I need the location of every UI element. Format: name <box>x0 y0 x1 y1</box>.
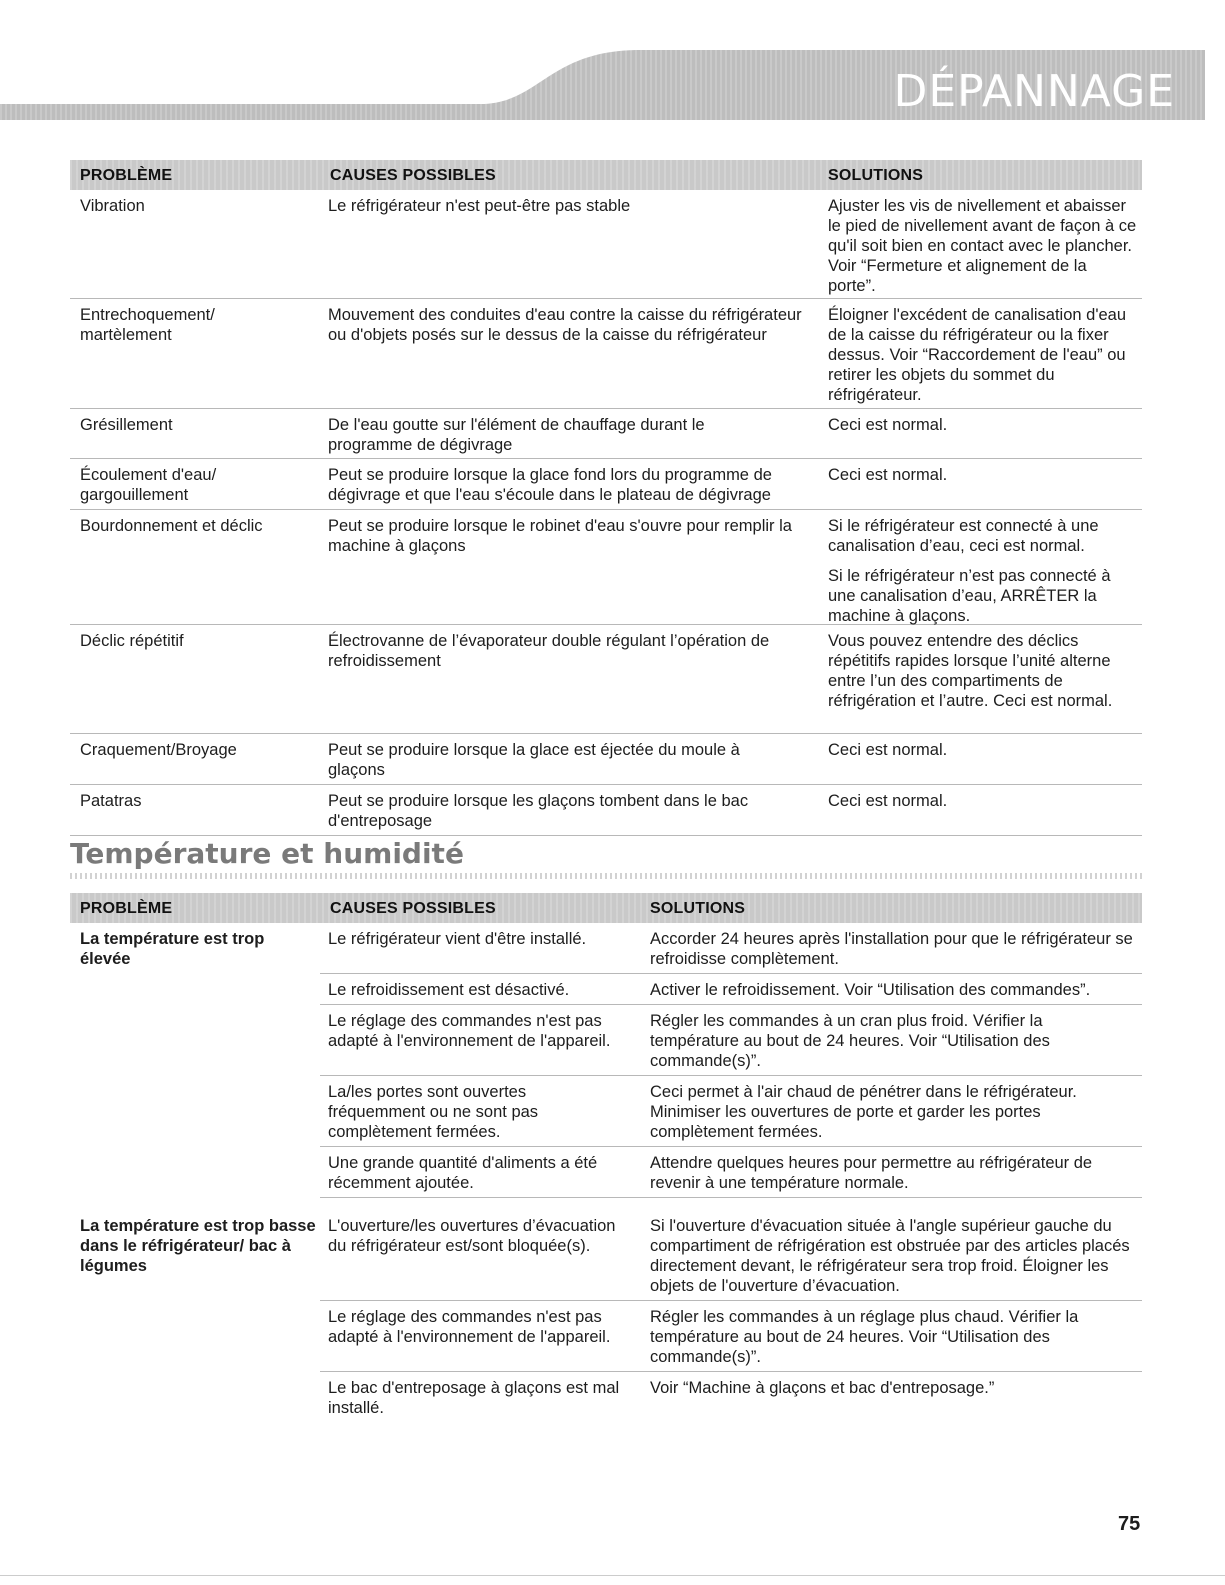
solution-cell: Ceci est normal. <box>828 466 948 484</box>
solution-cell: Attendre quelques heures pour permettre au réfrigérateur de revenir à une température normale. <box>650 1154 1093 1192</box>
list-item <box>320 1147 1142 1198</box>
problem-cell: Grésillement <box>80 416 173 434</box>
header-banner <box>0 50 1205 120</box>
table-row <box>70 625 1142 734</box>
cause-cell: L'ouverture/les ouvertures d’évacuation du réfrigérateur est/sont bloquée(s). <box>328 1217 616 1255</box>
header-probleme: PROBLÈME <box>80 900 173 917</box>
header-solutions: SOLUTIONS <box>828 167 924 184</box>
cause-cell: Électrovanne de l’évaporateur double régulant l’opération de refroidissement <box>328 632 770 670</box>
temperature-troubleshooting-table <box>70 893 1142 1440</box>
problem-cell: La température est trop élevée <box>80 930 265 968</box>
list-item <box>320 1210 1142 1301</box>
solution-cell: Ajuster les vis de nivellement et abaisser le pied de nivellement avant de façon à ce qu'il soit bien en contact avec le plancher. Voir “Fermeture et alignement de la porte”. <box>828 197 1137 295</box>
solution-cell: Ceci est normal. <box>828 741 948 759</box>
cause-cell: Le réfrigérateur vient d'être installé. <box>328 930 587 948</box>
page-number: 75 <box>1118 1513 1141 1535</box>
table-header <box>70 893 1142 923</box>
cause-cell: Peut se produire lorsque la glace fond lors du programme de dégivrage et que l'eau s'écoule dans le plateau de dégivrage <box>328 466 772 504</box>
cause-cell: Peut se produire lorsque le robinet d'eau s'ouvre pour remplir la machine à glaçons <box>328 517 792 555</box>
solution-cell: Si l'ouverture d'évacuation située à l'angle supérieur gauche du compartiment de réfrigération est obstruée par des articles placés directement devant, le réfrigérateur sera trop froid. Éloigner les objets de l'ouverture d’évacuation. <box>650 1217 1130 1295</box>
header-probleme: PROBLÈME <box>80 167 173 184</box>
solution-cell: Ceci permet à l'air chaud de pénétrer dans le réfrigérateur. Minimiser les ouvertures de porte et garder les portes complètement fermées. <box>650 1083 1077 1141</box>
problem-group <box>70 923 1142 1210</box>
solution-cell: Si le réfrigérateur est connecté à une canalisation d’eau, ceci est normal. Si le réfrigérateur n’est pas connecté à une canalisation d’eau, ARRÊTER la machine à glaçons. <box>828 517 1111 625</box>
solution-cell: Activer le refroidissement. Voir “Utilisation des commandes”. <box>650 981 1091 999</box>
cause-cell: Une grande quantité d'aliments a été récemment ajoutée. <box>328 1154 598 1192</box>
solution-cell: Régler les commandes à un cran plus froid. Vérifier la température au bout de 24 heures. Voir “Utilisation des commande(s)”. <box>650 1012 1050 1070</box>
page-bottom-rule <box>0 1575 1225 1576</box>
table-row <box>70 459 1142 510</box>
cause-solution-list <box>320 923 1142 1198</box>
cause-cell: La/les portes sont ouvertes fréquemment ou ne sont pas complètement fermées. <box>328 1083 539 1141</box>
cause-cell: Peut se produire lorsque la glace est éjectée du moule à glaçons <box>328 741 740 779</box>
problem-cell: La température est trop basse dans le réfrigérateur/ bac à légumes <box>80 1217 316 1275</box>
cause-cell: Le refroidissement est désactivé. <box>328 981 570 999</box>
solution-cell: Accorder 24 heures après l'installation pour que le réfrigérateur se refroidisse complètement. <box>650 930 1133 968</box>
problem-cell: Bourdonnement et déclic <box>80 517 263 535</box>
cause-cell: Le bac d'entreposage à glaçons est mal installé. <box>328 1379 620 1417</box>
problem-group <box>70 1210 1142 1440</box>
header-causes: CAUSES POSSIBLES <box>330 900 496 917</box>
table-header <box>70 160 1142 190</box>
problem-cell: Vibration <box>80 197 145 215</box>
header-causes: CAUSES POSSIBLES <box>330 167 496 184</box>
cause-cell: Le réfrigérateur n'est peut-être pas stable <box>328 197 631 215</box>
cause-cell: Le réglage des commandes n'est pas adapté à l'environnement de l'appareil. <box>328 1012 611 1050</box>
table-row <box>70 785 1142 836</box>
list-item <box>320 1076 1142 1147</box>
table-row <box>70 299 1142 409</box>
cause-cell: Peut se produire lorsque les glaçons tombent dans le bac d'entreposage <box>328 792 749 830</box>
section-divider <box>70 873 1142 879</box>
solution-cell: Régler les commandes à un réglage plus chaud. Vérifier la température au bout de 24 heures. Voir “Utilisation des commande(s)”. <box>650 1308 1079 1366</box>
cause-solution-list <box>320 1210 1142 1432</box>
cause-cell: De l'eau goutte sur l'élément de chauffage durant le programme de dégivrage <box>328 416 705 454</box>
list-item <box>320 1372 1142 1432</box>
list-item <box>320 974 1142 1005</box>
section-title: Température et humidité <box>70 837 464 870</box>
problem-cell: Déclic répétitif <box>80 632 184 650</box>
noise-troubleshooting-table <box>70 160 1142 836</box>
cause-cell: Mouvement des conduites d'eau contre la caisse du réfrigérateur ou d'objets posés sur le dessus de la caisse du réfrigérateur <box>328 306 802 344</box>
problem-cell: Entrechoquement/ martèlement <box>80 306 215 344</box>
solution-cell: Ceci est normal. <box>828 416 948 434</box>
solution-cell: Vous pouvez entendre des déclics répétitifs rapides lorsque l’unité alterne entre l’un des compartiments de réfrigération et l’autre. Ceci est normal. <box>828 632 1113 710</box>
cause-cell: Le réglage des commandes n'est pas adapté à l'environnement de l'appareil. <box>328 1308 611 1346</box>
solution-cell: Éloigner l'excédent de canalisation d'eau de la caisse du réfrigérateur ou la fixer dessus. Voir “Raccordement de l'eau” ou retirer les objets du sommet du réfrigérateur. <box>828 306 1127 404</box>
list-item <box>320 1005 1142 1076</box>
problem-cell: Patatras <box>80 792 142 810</box>
table-row <box>70 190 1142 299</box>
page-title: DÉPANNAGE <box>893 66 1175 117</box>
table-row <box>70 409 1142 459</box>
header-solutions: SOLUTIONS <box>650 900 746 917</box>
solution-cell: Voir “Machine à glaçons et bac d'entreposage.” <box>650 1379 995 1397</box>
problem-cell: Craquement/Broyage <box>80 741 237 759</box>
table-row <box>70 734 1142 785</box>
list-item <box>320 923 1142 974</box>
problem-cell: Écoulement d'eau/ gargouillement <box>80 466 217 504</box>
list-item <box>320 1301 1142 1372</box>
solution-cell: Ceci est normal. <box>828 792 948 810</box>
table-row <box>70 510 1142 625</box>
